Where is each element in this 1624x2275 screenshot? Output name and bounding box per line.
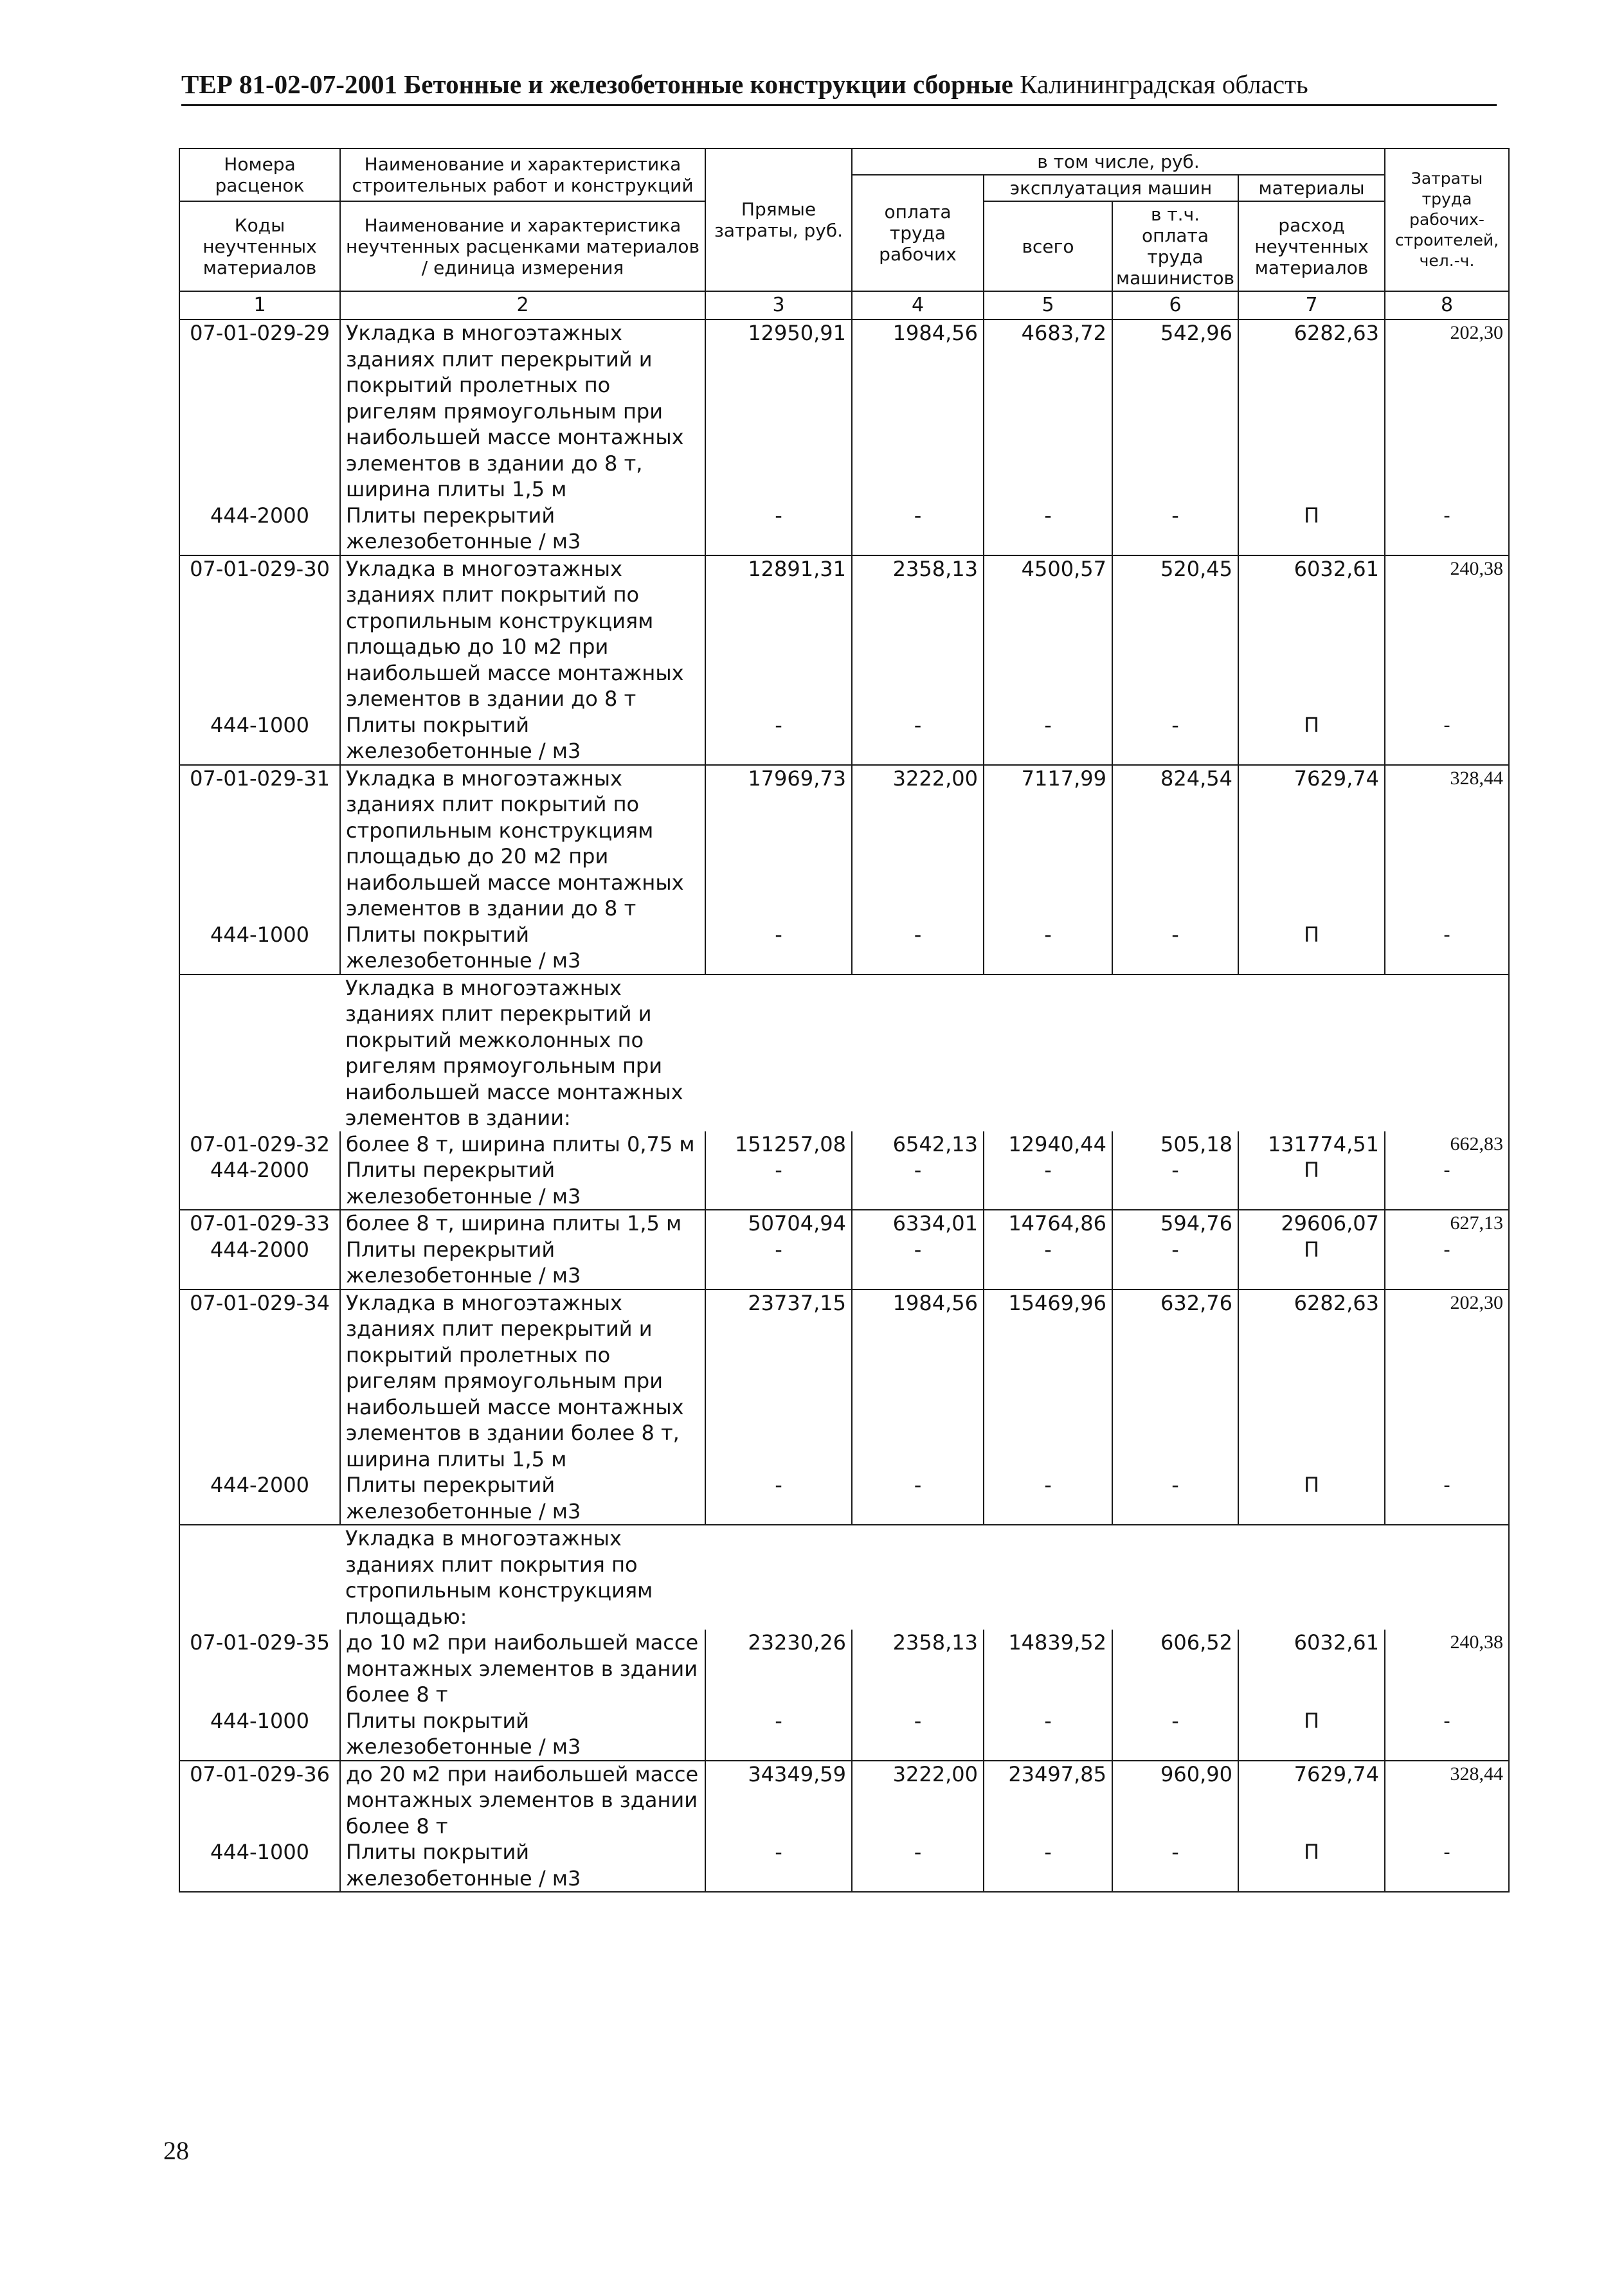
rate-row <box>179 1761 1509 1840</box>
col-number: 4 <box>852 291 984 319</box>
cost-labor-hours: 202,30 <box>1385 1290 1509 1473</box>
cost-labor-hours: - <box>1385 503 1509 555</box>
cost-labor-pay: - <box>852 712 984 765</box>
cost-labor-hours: 202,30 <box>1385 319 1509 503</box>
col-number: 1 <box>179 291 340 319</box>
material-row <box>179 1472 1509 1525</box>
cost-machines-total: 14839,52 <box>984 1630 1112 1708</box>
cost-machines-total: 14764,86 <box>984 1210 1112 1237</box>
rate-code: 07-01-029-36 <box>179 1761 340 1840</box>
material-row <box>179 1839 1509 1892</box>
cost-labor-pay: 3222,00 <box>852 1761 984 1840</box>
cost-materials: 131774,51 <box>1238 1131 1385 1158</box>
cost-materials: 6032,61 <box>1238 555 1385 712</box>
section-spacer <box>705 975 1509 1131</box>
cost-machines-total: - <box>984 1472 1112 1525</box>
cost-labor-pay: 2358,13 <box>852 1630 984 1708</box>
cost-labor-hours: - <box>1385 922 1509 975</box>
cost-machines-total: - <box>984 1237 1112 1290</box>
cost-materials: П <box>1238 1472 1385 1525</box>
cost-materials: П <box>1238 922 1385 975</box>
work-description: Укладка в многоэтажных зданиях плит перекрытий и покрытий пролетных по ригелям прямоугольным при наибольшей массе монтажных элементов в здании до 8 т, ширина плиты 1,5 м <box>340 319 705 503</box>
header-labor-pay: оплата труда рабочих <box>852 175 984 291</box>
document-title: ТЕР 81-02-07-2001 Бетонные и железобетонные конструкции сборные <box>181 69 1013 99</box>
cost-machines-labor: - <box>1112 922 1238 975</box>
column-number-row <box>179 291 1509 319</box>
cost-machines-total: 4683,72 <box>984 319 1112 503</box>
cost-labor-hours: - <box>1385 1157 1509 1210</box>
work-description: более 8 т, ширина плиты 0,75 м <box>340 1131 705 1158</box>
cost-labor-hours: 662,83 <box>1385 1131 1509 1158</box>
cost-direct: 12891,31 <box>705 555 852 712</box>
work-description: Плиты покрытий железобетонные / м3 <box>340 1708 705 1761</box>
cost-materials: 6282,63 <box>1238 1290 1385 1473</box>
cost-machines-total: 12940,44 <box>984 1131 1112 1158</box>
header-direct-costs: Прямые затраты, руб. <box>705 148 852 291</box>
section-title: Укладка в многоэтажных зданиях плит перекрытий и покрытий межколонных по ригелям прямоугольным при наибольшей массе монтажных элементов в здании: <box>340 975 705 1131</box>
work-description: до 20 м2 при наибольшей массе монтажных элементов в здании более 8 т <box>340 1761 705 1840</box>
section-spacer <box>179 1525 340 1630</box>
header-machines-total: всего <box>984 201 1112 291</box>
header-name-bottom: Наименование и характеристика неучтенных расценками материалов / единица измерения <box>340 201 705 291</box>
cost-machines-total: - <box>984 1839 1112 1892</box>
cost-labor-pay: 1984,56 <box>852 1290 984 1473</box>
rate-row <box>179 1131 1509 1158</box>
header-row-1 <box>179 148 1509 175</box>
cost-direct: - <box>705 1237 852 1290</box>
cost-materials: 6032,61 <box>1238 1630 1385 1708</box>
rate-code: 444-2000 <box>179 1472 340 1525</box>
cost-machines-total: 15469,96 <box>984 1290 1112 1473</box>
cost-direct: 34349,59 <box>705 1761 852 1840</box>
cost-direct: 151257,08 <box>705 1131 852 1158</box>
cost-machines-labor: - <box>1112 1157 1238 1210</box>
cost-machines-total: - <box>984 1157 1112 1210</box>
rate-code: 07-01-029-31 <box>179 765 340 922</box>
cost-direct: - <box>705 1472 852 1525</box>
cost-materials: 29606,07 <box>1238 1210 1385 1237</box>
rate-code: 07-01-029-33 <box>179 1210 340 1237</box>
rate-row <box>179 1290 1509 1473</box>
cost-materials: 6282,63 <box>1238 319 1385 503</box>
cost-labor-pay: - <box>852 1839 984 1892</box>
rate-code: 444-1000 <box>179 712 340 765</box>
material-row <box>179 1157 1509 1210</box>
region-name: Калининградская область <box>1020 69 1308 99</box>
header-materials-unaccounted: расход неучтенных материалов <box>1238 201 1385 291</box>
cost-labor-hours: 240,38 <box>1385 1630 1509 1708</box>
table-body <box>179 319 1509 1892</box>
cost-labor-hours: 328,44 <box>1385 765 1509 922</box>
rate-row <box>179 1630 1509 1708</box>
cost-machines-total: - <box>984 712 1112 765</box>
material-row <box>179 712 1509 765</box>
cost-machines-labor: 542,96 <box>1112 319 1238 503</box>
work-description: более 8 т, ширина плиты 1,5 м <box>340 1210 705 1237</box>
header-code-bottom: Коды неучтенных материалов <box>179 201 340 291</box>
work-description: Укладка в многоэтажных зданиях плит перекрытий и покрытий пролетных по ригелям прямоугольным при наибольшей массе монтажных элементов в здании более 8 т, ширина плиты 1,5 м <box>340 1290 705 1473</box>
rate-code: 07-01-029-32 <box>179 1131 340 1158</box>
cost-machines-total: - <box>984 922 1112 975</box>
cost-labor-hours: - <box>1385 712 1509 765</box>
rate-code: 07-01-029-29 <box>179 319 340 503</box>
cost-labor-hours: - <box>1385 1708 1509 1761</box>
rate-code: 07-01-029-35 <box>179 1630 340 1708</box>
col-number: 7 <box>1238 291 1385 319</box>
rate-row <box>179 319 1509 503</box>
section-spacer <box>705 1525 1509 1630</box>
header-code-top: Номера расценок <box>179 148 340 201</box>
header-machines: эксплуатация машин <box>984 175 1238 201</box>
cost-direct: 50704,94 <box>705 1210 852 1237</box>
col-number: 6 <box>1112 291 1238 319</box>
rate-row <box>179 765 1509 922</box>
header-name-top: Наименование и характеристика строительных работ и конструкций <box>340 148 705 201</box>
cost-labor-pay: - <box>852 1237 984 1290</box>
cost-machines-labor: - <box>1112 1708 1238 1761</box>
cost-labor-hours: 627,13 <box>1385 1210 1509 1237</box>
header-materials: материалы <box>1238 175 1385 201</box>
cost-labor-hours: - <box>1385 1839 1509 1892</box>
cost-direct: 17969,73 <box>705 765 852 922</box>
rate-code: 07-01-029-30 <box>179 555 340 712</box>
work-description: Плиты перекрытий железобетонные / м3 <box>340 1157 705 1210</box>
cost-labor-pay: - <box>852 922 984 975</box>
page-header <box>181 64 1497 106</box>
col-number: 3 <box>705 291 852 319</box>
col-number: 2 <box>340 291 705 319</box>
rate-code: 444-2000 <box>179 1237 340 1290</box>
cost-machines-labor: 606,52 <box>1112 1630 1238 1708</box>
cost-labor-hours: 240,38 <box>1385 555 1509 712</box>
material-row <box>179 503 1509 555</box>
cost-machines-total: 7117,99 <box>984 765 1112 922</box>
cost-machines-labor: - <box>1112 712 1238 765</box>
section-spacer <box>179 975 340 1131</box>
cost-machines-labor: 505,18 <box>1112 1131 1238 1158</box>
rate-code: 444-1000 <box>179 1839 340 1892</box>
section-title: Укладка в многоэтажных зданиях плит покрытия по стропильным конструкциям площадью: <box>340 1525 705 1630</box>
cost-labor-hours: - <box>1385 1237 1509 1290</box>
cost-machines-labor: 960,90 <box>1112 1761 1238 1840</box>
col-number: 8 <box>1385 291 1509 319</box>
cost-labor-pay: 1984,56 <box>852 319 984 503</box>
cost-machines-labor: - <box>1112 503 1238 555</box>
cost-materials: 7629,74 <box>1238 765 1385 922</box>
cost-labor-pay: - <box>852 1708 984 1761</box>
cost-machines-total: 4500,57 <box>984 555 1112 712</box>
cost-direct: 23737,15 <box>705 1290 852 1473</box>
cost-machines-labor: 632,76 <box>1112 1290 1238 1473</box>
cost-machines-labor: - <box>1112 1237 1238 1290</box>
cost-materials: П <box>1238 1237 1385 1290</box>
rate-code: 07-01-029-34 <box>179 1290 340 1473</box>
material-row <box>179 1708 1509 1761</box>
cost-direct: - <box>705 1708 852 1761</box>
cost-direct: - <box>705 712 852 765</box>
header-machines-labor: в т.ч. оплата труда машинистов <box>1112 201 1238 291</box>
cost-direct: 12950,91 <box>705 319 852 503</box>
cost-machines-labor: - <box>1112 1472 1238 1525</box>
work-description: Плиты перекрытий железобетонные / м3 <box>340 1472 705 1525</box>
cost-materials: П <box>1238 503 1385 555</box>
cost-direct: 23230,26 <box>705 1630 852 1708</box>
work-description: до 10 м2 при наибольшей массе монтажных элементов в здании более 8 т <box>340 1630 705 1708</box>
work-description: Плиты перекрытий железобетонные / м3 <box>340 503 705 555</box>
cost-direct: - <box>705 922 852 975</box>
header-including: в том числе, руб. <box>852 148 1385 175</box>
header-labor-cost: Затраты труда рабочих-строителей, чел.-ч. <box>1385 148 1509 291</box>
cost-direct: - <box>705 1839 852 1892</box>
material-row <box>179 1237 1509 1290</box>
cost-labor-hours: - <box>1385 1472 1509 1525</box>
cost-labor-pay: 3222,00 <box>852 765 984 922</box>
cost-labor-pay: 6334,01 <box>852 1210 984 1237</box>
cost-machines-labor: 594,76 <box>1112 1210 1238 1237</box>
rate-code: 444-1000 <box>179 922 340 975</box>
cost-machines-total: - <box>984 503 1112 555</box>
cost-labor-pay: - <box>852 503 984 555</box>
rate-row <box>179 1210 1509 1237</box>
cost-materials: 7629,74 <box>1238 1761 1385 1840</box>
cost-machines-labor: 520,45 <box>1112 555 1238 712</box>
section-row <box>179 975 1509 1131</box>
rates-table <box>179 148 1510 1893</box>
cost-materials: П <box>1238 1157 1385 1210</box>
work-description: Укладка в многоэтажных зданиях плит покрытий по стропильным конструкциям площадью до 20 м2 при наибольшей массе монтажных элементов в здании до 8 т <box>340 765 705 922</box>
cost-direct: - <box>705 1157 852 1210</box>
cost-labor-hours: 328,44 <box>1385 1761 1509 1840</box>
cost-materials: П <box>1238 1708 1385 1761</box>
rate-row <box>179 555 1509 712</box>
cost-labor-pay: - <box>852 1472 984 1525</box>
work-description: Плиты перекрытий железобетонные / м3 <box>340 1237 705 1290</box>
cost-labor-pay: 6542,13 <box>852 1131 984 1158</box>
col-number: 5 <box>984 291 1112 319</box>
cost-machines-labor: 824,54 <box>1112 765 1238 922</box>
material-row <box>179 922 1509 975</box>
work-description: Плиты покрытий железобетонные / м3 <box>340 712 705 765</box>
rate-code: 444-1000 <box>179 1708 340 1761</box>
rate-code: 444-2000 <box>179 1157 340 1210</box>
work-description: Плиты покрытий железобетонные / м3 <box>340 1839 705 1892</box>
cost-machines-labor: - <box>1112 1839 1238 1892</box>
work-description: Плиты покрытий железобетонные / м3 <box>340 922 705 975</box>
section-row <box>179 1525 1509 1630</box>
cost-direct: - <box>705 503 852 555</box>
cost-machines-total: 23497,85 <box>984 1761 1112 1840</box>
page-number: 28 <box>163 2136 189 2165</box>
cost-machines-total: - <box>984 1708 1112 1761</box>
cost-labor-pay: - <box>852 1157 984 1210</box>
cost-labor-pay: 2358,13 <box>852 555 984 712</box>
cost-materials: П <box>1238 712 1385 765</box>
rate-code: 444-2000 <box>179 503 340 555</box>
cost-materials: П <box>1238 1839 1385 1892</box>
work-description: Укладка в многоэтажных зданиях плит покрытий по стропильным конструкциям площадью до 10 м2 при наибольшей массе монтажных элементов в здании до 8 т <box>340 555 705 712</box>
